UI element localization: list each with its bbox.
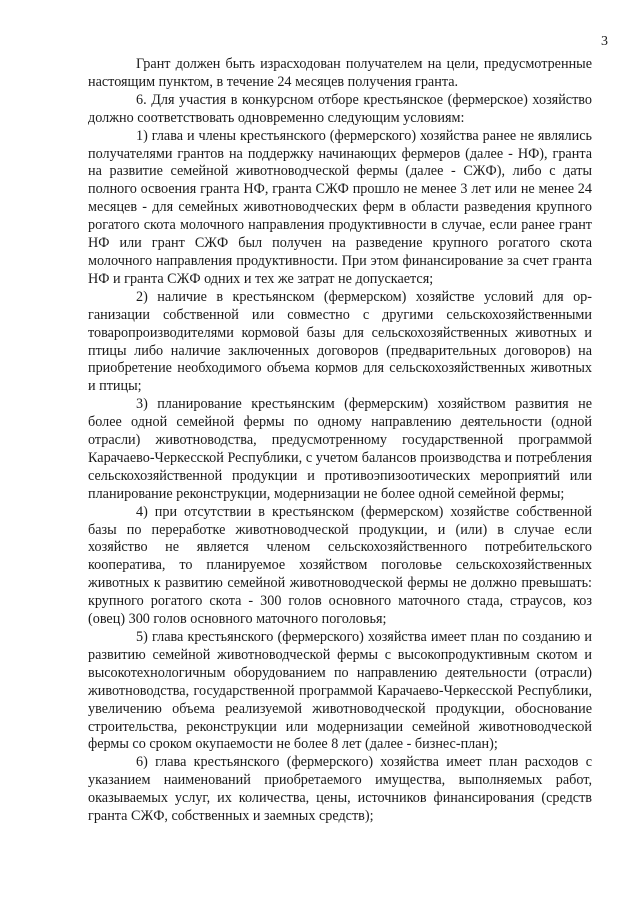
- paragraph-item-6-intro: 6. Для участия в конкурсном отборе крестьянское (фермерское) хозяйство должно соответствовать одновременно следующим условиям:: [88, 91, 592, 126]
- paragraph-condition-4: 4) при отсутствии в крестьянском (фермерском) хозяйстве собственной базы по переработке животноводческой продукции, и (или) в случае если хозяйство не является членом сельскохозяйственного потребительского кооператива, то планируемое хозяйством поголовье сельскохозяйственных животных к развитию семейной животноводческой фермы не должно превышать: крупного рогатого скота - 300 голов основного маточного стада, страусов, коз (овец) 300 голов основного маточного поголовья;: [88, 503, 592, 628]
- page-number: 3: [601, 34, 608, 49]
- paragraph-condition-3: 3) планирование крестьянским (фермерским) хозяйством развития не более одной семейной фермы по одному направлению деятельности (одной отрасли) животноводства, предусмотренному государственной программой Карачаево-Черкесской Республики, с учетом балансов производства и потребления сельскохозяйственной продукции и противоэпизоoтических мероприятий или планирование реконструкции, модернизации не более одной семейной фермы;: [88, 396, 592, 502]
- paragraph-condition-5: 5) глава крестьянского (фермерского) хозяйства имеет план по созданию и развитию семейной животноводческой фермы с высокопродуктивным скотом и высокотехнологичным оборудованием по направлению деятельности (отрасли) животноводства, государственной программой Карачаево-Черкесской Республики, увеличению объема реализуемой животноводческой продукции, обоснование строительства, реконструкции или модернизации семейной животноводческой фермы со сроком окупаемости не более 8 лет (далее - бизнес-план);: [88, 629, 592, 753]
- paragraph-condition-1: 1) глава и члены крестьянского (фермерского) хозяйства ранее не являлись получателями грантов на поддержку начинающих фермеров (далее - НФ), гранта на развитие семейной животноводческой фермы (далее - СЖФ), либо с даты полного освоения гранта НФ, гранта СЖФ прошло не менее 3 лет или не менее 24 месяцев - для семейных животноводческих ферм в области разведения крупного рогатого скота молочного направления продуктивности в случае, если ранее грант НФ или грант СЖФ был получен на разведение крупного рогатого скота молочного направления продуктивности. При этом финансирование за счет гранта НФ и гранта СЖФ одних и тех же затрат не допускается;: [88, 127, 592, 287]
- document-body: [88, 56, 592, 826]
- paragraph-condition-2: 2) наличие в крестьянском (фермерском) хозяйстве условий для организации собственной или совместно с другими сельскохозяйственными товаропроизводителями кормовой базы для сельскохозяйственных животных и птицы либо наличие заключенных договоров (предварительных договоров) на приобретение необходимого объема кормов для сельскохозяйственных животных и птицы;: [88, 288, 592, 395]
- paragraph-condition-6: 6) глава крестьянского (фермерского) хозяйства имеет план расходов с указанием наименований приобретаемого имущества, выполняемых работ, оказываемых услуг, их количества, цены, источников финансирования (средств гранта СЖФ, собственных и заемных средств);: [88, 754, 592, 825]
- paragraph-grant-usage: Грант должен быть израсходован получателем на цели, предусмотренные настоящим пунктом, в течение 24 месяцев получения гранта.: [88, 56, 592, 90]
